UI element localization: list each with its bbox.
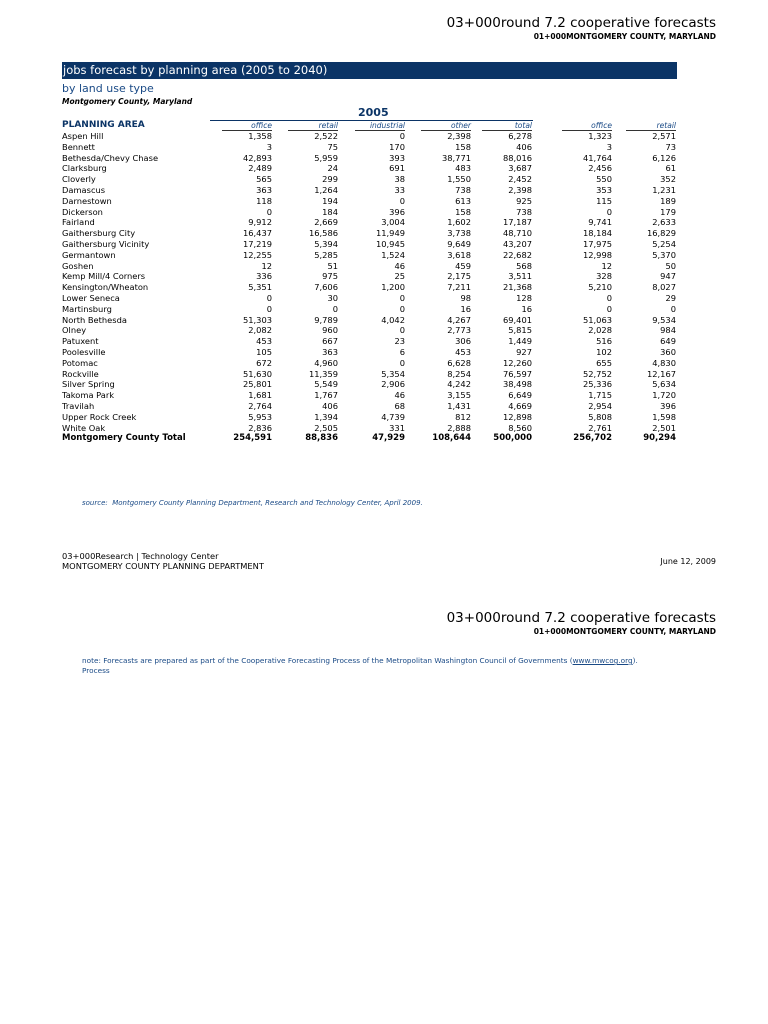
table-cell: 667: [322, 336, 338, 347]
table-cell: 2,505: [314, 422, 338, 433]
table-cell: 6,649: [508, 390, 532, 401]
table-cell: 4,669: [508, 400, 532, 411]
table-cell: 3: [606, 141, 612, 152]
planning-area-name: Germantown: [62, 249, 116, 260]
col-head-retail-2005: retail: [288, 121, 338, 131]
table-cell: 2,571: [652, 131, 676, 141]
table-cell: 1,394: [314, 411, 338, 422]
table-cell: 16,829: [646, 228, 676, 239]
table-cell: 2,669: [314, 217, 338, 228]
table-cell: 4,242: [447, 379, 471, 390]
table-cell: 38: [394, 174, 405, 185]
table-cell: 550: [596, 174, 612, 185]
table-cell: 5,815: [508, 325, 532, 336]
table-cell: 3,155: [447, 390, 471, 401]
table-cell: 738: [455, 184, 471, 195]
table-cell: 118: [256, 195, 272, 206]
table-cell: 0: [332, 303, 338, 314]
table-cell: 47,929: [372, 433, 405, 444]
planning-area-name: North Bethesda: [62, 314, 127, 325]
table-cell: 8,027: [652, 282, 676, 293]
note-line2: Process: [82, 666, 110, 675]
table-cell: 1,681: [248, 390, 272, 401]
table-cell: 43,207: [502, 238, 532, 249]
planning-area-name: Potomac: [62, 357, 98, 368]
planning-area-name: Poolesville: [62, 346, 106, 357]
table-cell: 2,501: [652, 422, 676, 433]
table-cell: 6,126: [652, 152, 676, 163]
planning-area-name: Upper Rock Creek: [62, 411, 137, 422]
table-cell: 16,586: [308, 228, 338, 239]
table-cell: 1,715: [588, 390, 612, 401]
table-cell: 184: [322, 206, 338, 217]
planning-area-name: Montgomery County Total: [62, 433, 186, 444]
table-cell: 1,550: [447, 174, 471, 185]
table-cell: 4,739: [381, 411, 405, 422]
table-cell: 1,602: [447, 217, 471, 228]
table-cell: 0: [399, 131, 405, 141]
table-cell: 1,449: [508, 336, 532, 347]
table-cell: 2,836: [248, 422, 272, 433]
planning-area-name: Takoma Park: [62, 390, 115, 401]
table-cell: 3,004: [381, 217, 405, 228]
table-cell: 975: [322, 271, 338, 282]
table-cell: 12,167: [646, 368, 676, 379]
table-cell: 9,789: [314, 314, 338, 325]
table-cell: 3,618: [447, 249, 471, 260]
table-cell: 52,752: [582, 368, 612, 379]
table-cell: 5,959: [314, 152, 338, 163]
table-cell: 12,898: [502, 411, 532, 422]
table-cell: 108,644: [432, 433, 471, 444]
table-cell: 11,949: [375, 228, 405, 239]
note-after: ).: [632, 656, 638, 665]
table-cell: 42,893: [242, 152, 272, 163]
table-cell: 17,187: [502, 217, 532, 228]
table-cell: 4,042: [381, 314, 405, 325]
report-series-title: 03+000round 7.2 cooperative forecasts: [446, 15, 716, 31]
table-cell: 158: [455, 206, 471, 217]
table-cell: 363: [322, 346, 338, 357]
table-cell: 1,767: [314, 390, 338, 401]
table-cell: 38,498: [502, 379, 532, 390]
table-cell: 6: [399, 346, 405, 357]
footer-date: June 12, 2009: [660, 557, 716, 566]
table-cell: 565: [256, 174, 272, 185]
table-cell: 256,702: [573, 433, 612, 444]
table-cell: 105: [256, 346, 272, 357]
table-cell: 483: [455, 163, 471, 174]
table-cell: 2,761: [588, 422, 612, 433]
table-cell: 1,231: [652, 184, 676, 195]
table-cell: 33: [394, 184, 405, 195]
col-head-office-2005: office: [222, 121, 272, 131]
table-cell: 0: [606, 206, 612, 217]
source-note: [82, 499, 423, 507]
table-cell: 9,741: [588, 217, 612, 228]
table-cell: 396: [389, 206, 405, 217]
table-cell: 9,534: [652, 314, 676, 325]
table-cell: 170: [389, 141, 405, 152]
table-cell: 24: [327, 163, 338, 174]
table-cell: 23: [394, 336, 405, 347]
table-cell: 613: [455, 195, 471, 206]
table-cell: 102: [596, 346, 612, 357]
table-cell: 0: [266, 206, 272, 217]
table-cell: 46: [394, 390, 405, 401]
table-cell: 189: [660, 195, 676, 206]
table-cell: 25: [394, 271, 405, 282]
table-cell: 2,489: [248, 163, 272, 174]
table-cell: 8,560: [508, 422, 532, 433]
table-cell: 453: [455, 346, 471, 357]
table-cell: 69,401: [502, 314, 532, 325]
planning-area-name: Clarksburg: [62, 163, 107, 174]
table-cell: 393: [389, 152, 405, 163]
table-cell: 1,264: [314, 184, 338, 195]
table-cell: 73: [665, 141, 676, 152]
col-head-other-2005: other: [421, 121, 471, 131]
table-cell: 12,260: [502, 357, 532, 368]
table-cell: 0: [399, 292, 405, 303]
source-text: Montgomery County Planning Department, Research and Technology Center, April 2009.: [112, 499, 423, 507]
table-cell: 5,254: [652, 238, 676, 249]
table-cell: 5,394: [314, 238, 338, 249]
table-cell: 2,633: [652, 217, 676, 228]
planning-area-name: Lower Seneca: [62, 292, 120, 303]
table-cell: 30: [327, 292, 338, 303]
table-cell: 2,082: [248, 325, 272, 336]
process-note: [82, 656, 638, 676]
table-cell: 3,738: [447, 228, 471, 239]
table-cell: 76,597: [502, 368, 532, 379]
table-cell: 2,456: [588, 163, 612, 174]
table-cell: 90,294: [643, 433, 676, 444]
table-cell: 5,285: [314, 249, 338, 260]
planning-area-name: Dickerson: [62, 206, 103, 217]
planning-area-name: Cloverly: [62, 174, 96, 185]
table-cell: 12,255: [242, 249, 272, 260]
table-cell: 1,431: [447, 400, 471, 411]
table-subtitle: by land use type: [62, 82, 154, 95]
table-cell: 1,358: [248, 131, 272, 141]
table-cell: 1,524: [381, 249, 405, 260]
table-cell: 2,398: [447, 131, 471, 141]
table-cell: 61: [665, 163, 676, 174]
table-cell: 3,687: [508, 163, 532, 174]
table-cell: 9,649: [447, 238, 471, 249]
table-cell: 0: [606, 292, 612, 303]
table-cell: 568: [516, 260, 532, 271]
table-cell: 655: [596, 357, 612, 368]
table-cell: 1,720: [652, 390, 676, 401]
table-cell: 16,437: [242, 228, 272, 239]
table-cell: 2,888: [447, 422, 471, 433]
table-cell: 2,954: [588, 400, 612, 411]
table-cell: 360: [660, 346, 676, 357]
table-cell: 11,359: [308, 368, 338, 379]
col-head-office-next: office: [562, 121, 612, 131]
table-cell: 0: [670, 303, 676, 314]
table-cell: 738: [516, 206, 532, 217]
note-label: note:: [82, 656, 101, 665]
table-cell: 1,200: [381, 282, 405, 293]
table-cell: 128: [516, 292, 532, 303]
table-cell: 691: [389, 163, 405, 174]
table-cell: 406: [322, 400, 338, 411]
table-cell: 672: [256, 357, 272, 368]
table-cell: 500,000: [493, 433, 532, 444]
table-cell: 1,323: [588, 131, 612, 141]
table-cell: 38,771: [441, 152, 471, 163]
table-cell: 353: [596, 184, 612, 195]
table-cell: 194: [322, 195, 338, 206]
table-cell: 88,836: [305, 433, 338, 444]
table-cell: 179: [660, 206, 676, 217]
table-cell: 6,278: [508, 131, 532, 141]
table-cell: 17,219: [242, 238, 272, 249]
table-cell: 4,267: [447, 314, 471, 325]
table-cell: 363: [256, 184, 272, 195]
table-cell: 459: [455, 260, 471, 271]
col-head-retail-next: retail: [626, 121, 676, 131]
table-cell: 649: [660, 336, 676, 347]
report-series-title-2: 03+000round 7.2 cooperative forecasts: [446, 610, 716, 626]
table-cell: 4,830: [652, 357, 676, 368]
table-cell: 51: [327, 260, 338, 271]
table-cell: 51,630: [242, 368, 272, 379]
table-cell: 115: [596, 195, 612, 206]
planning-area-name: White Oak: [62, 422, 106, 433]
planning-area-name: Fairland: [62, 217, 95, 228]
table-cell: 812: [455, 411, 471, 422]
table-cell: 7,211: [447, 282, 471, 293]
col-head-total-2005: total: [482, 121, 532, 131]
table-cell: 25,801: [242, 379, 272, 390]
table-cell: 17,975: [582, 238, 612, 249]
planning-area-name: Travilah: [62, 400, 95, 411]
table-cell: 2,028: [588, 325, 612, 336]
note-text: Forecasts are prepared as part of the Cooperative Forecasting Process of the Metropolitan Washington Council of Governments (: [103, 656, 573, 665]
table-cell: 396: [660, 400, 676, 411]
planning-area-name: Patuxent: [62, 336, 99, 347]
table-cell: 328: [596, 271, 612, 282]
table-cell: 3: [266, 141, 272, 152]
table-cell: 453: [256, 336, 272, 347]
table-cell: 48,710: [502, 228, 532, 239]
table-cell: 925: [516, 195, 532, 206]
table-cell: 5,953: [248, 411, 272, 422]
table-cell: 25,336: [582, 379, 612, 390]
table-cell: 12,998: [582, 249, 612, 260]
table-cell: 9,912: [248, 217, 272, 228]
planning-area-name: Olney: [62, 325, 87, 336]
table-cell: 4,960: [314, 357, 338, 368]
region-label: Montgomery County, Maryland: [62, 97, 193, 106]
planning-area-name: Bennett: [62, 141, 95, 152]
table-cell: 2,773: [447, 325, 471, 336]
table-cell: 18,184: [582, 228, 612, 239]
table-cell: 406: [516, 141, 532, 152]
table-cell: 16: [521, 303, 532, 314]
planning-area-name: Kemp Mill/4 Corners: [62, 271, 146, 282]
table-cell: 88,016: [502, 152, 532, 163]
table-cell: 5,808: [588, 411, 612, 422]
mwcog-link[interactable]: www.mwcog.org: [572, 656, 633, 665]
table-cell: 2,522: [314, 131, 338, 141]
table-cell: 984: [660, 325, 676, 336]
report-county-label: 01+000MONTGOMERY COUNTY, MARYLAND: [533, 32, 716, 41]
table-title: jobs forecast by planning area (2005 to 2040): [63, 63, 328, 77]
table-cell: 2,764: [248, 400, 272, 411]
table-cell: 5,354: [381, 368, 405, 379]
table-cell: 12: [601, 260, 612, 271]
source-label: source:: [82, 499, 108, 507]
planning-area-name: Aspen Hill: [62, 131, 104, 141]
table-cell: 7,606: [314, 282, 338, 293]
table-cell: 16: [460, 303, 471, 314]
table-cell: 41,764: [582, 152, 612, 163]
table-cell: 98: [460, 292, 471, 303]
table-cell: 6,628: [447, 357, 471, 368]
planning-area-name: Goshen: [62, 260, 94, 271]
table-cell: 336: [256, 271, 272, 282]
planning-area-header: PLANNING AREA: [62, 120, 145, 130]
table-cell: 12: [261, 260, 272, 271]
table-cell: 5,549: [314, 379, 338, 390]
table-cell: 46: [394, 260, 405, 271]
table-cell: 29: [665, 292, 676, 303]
planning-area-name: Damascus: [62, 184, 106, 195]
planning-area-name: Gaithersburg Vicinity: [62, 238, 150, 249]
table-cell: 2,906: [381, 379, 405, 390]
table-cell: 331: [389, 422, 405, 433]
table-cell: 5,370: [652, 249, 676, 260]
planning-area-name: Silver Spring: [62, 379, 115, 390]
year-heading: 2005: [358, 106, 389, 119]
table-cell: 2,452: [508, 174, 532, 185]
report-county-label-2: 01+000MONTGOMERY COUNTY, MARYLAND: [533, 627, 716, 636]
footer-dept-line: 03+000Research | Technology Center: [62, 551, 219, 561]
table-cell: 0: [399, 325, 405, 336]
table-cell: 5,634: [652, 379, 676, 390]
table-cell: 2,398: [508, 184, 532, 195]
table-cell: 254,591: [233, 433, 272, 444]
table-cell: 947: [660, 271, 676, 282]
table-cell: 3,511: [508, 271, 532, 282]
col-head-industrial-2005: industrial: [355, 121, 405, 131]
table-cell: 0: [606, 303, 612, 314]
table-cell: 0: [266, 292, 272, 303]
table-cell: 516: [596, 336, 612, 347]
table-cell: 5,210: [588, 282, 612, 293]
table-cell: 0: [399, 195, 405, 206]
table-cell: 927: [516, 346, 532, 357]
table-cell: 0: [399, 303, 405, 314]
table-cell: 0: [266, 303, 272, 314]
planning-area-name: Martinsburg: [62, 303, 112, 314]
table-cell: 0: [399, 357, 405, 368]
table-cell: 352: [660, 174, 676, 185]
table-title-bar: [62, 62, 677, 79]
planning-area-name: Kensington/Wheaton: [62, 282, 149, 293]
table-cell: 1,598: [652, 411, 676, 422]
table-cell: 306: [455, 336, 471, 347]
table-cell: 2,175: [447, 271, 471, 282]
table-cell: 960: [322, 325, 338, 336]
table-cell: 5,351: [248, 282, 272, 293]
table-cell: 158: [455, 141, 471, 152]
planning-area-name: Darnestown: [62, 195, 112, 206]
table-cell: 21,368: [502, 282, 532, 293]
footer-org-line: MONTGOMERY COUNTY PLANNING DEPARTMENT: [62, 561, 264, 571]
planning-area-name: Rockville: [62, 368, 99, 379]
table-cell: 22,682: [502, 249, 532, 260]
table-cell: 10,945: [375, 238, 405, 249]
table-cell: 51,303: [242, 314, 272, 325]
table-cell: 75: [327, 141, 338, 152]
table-cell: 51,063: [582, 314, 612, 325]
table-cell: 8,254: [447, 368, 471, 379]
planning-area-name: Gaithersburg City: [62, 228, 136, 239]
table-cell: 68: [394, 400, 405, 411]
planning-area-name: Bethesda/Chevy Chase: [62, 152, 159, 163]
table-cell: 50: [665, 260, 676, 271]
table-cell: 299: [322, 174, 338, 185]
